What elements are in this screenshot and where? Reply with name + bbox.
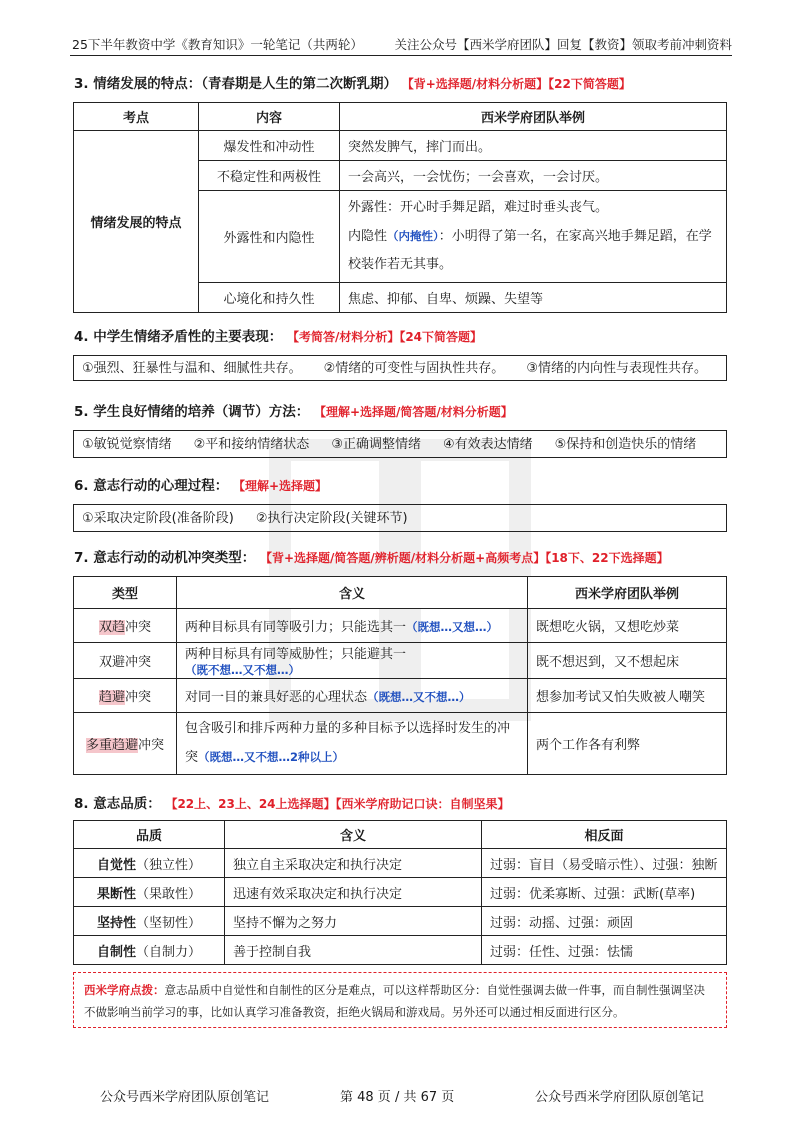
list-item: ②平和接纳情绪状态 [193, 437, 310, 452]
col-header: 西米学府团队举例 [528, 577, 727, 609]
type-highlight: 趋避 [98, 690, 125, 705]
section-4-heading: 4. 中学生情绪矛盾性的主要表现： [74, 329, 283, 345]
quality-cell [74, 936, 225, 965]
type-text: 冲突 [125, 690, 152, 705]
example-cell: 既不想迟到，又不想起床 [528, 643, 727, 679]
section-6-title [74, 474, 327, 494]
section-6-box [73, 504, 727, 532]
section-3-tag: 【背+选择题/材料分析题】【22下简答题】 [401, 77, 631, 91]
section-7-tag: 【背+选择题/简答题/辨析题/材料分析题+高频考点】【18下、22下选择题】 [259, 551, 669, 565]
col-header: 品质 [74, 821, 225, 849]
list-item: ①敏锐觉察情绪 [82, 437, 172, 452]
example-cell: 既想吃火锅，又想吃炒菜 [528, 609, 727, 643]
quality-name: 自制性 [96, 944, 136, 960]
list-item: ④有效表达情绪 [442, 437, 533, 452]
page-header [70, 33, 732, 56]
quality-cell [74, 849, 225, 878]
section-7-heading: 7. 意志行动的动机冲突类型： [74, 550, 256, 566]
col-header: 内容 [199, 103, 340, 131]
meaning-cell [177, 679, 528, 713]
col-header: 含义 [177, 577, 528, 609]
meaning-cell: 坚持不懈为之努力 [225, 907, 482, 936]
list-item: ②执行决定阶段(关键环节) [255, 511, 408, 526]
opposite-cell: 过弱：盲目（易受暗示性）、过强：独断 [482, 849, 727, 878]
example-text: ：小明得了第一名，在家高兴地手舞足蹈，在学校装作若无其事。 [348, 229, 712, 272]
content-cell: 心境化和持久性 [199, 283, 340, 313]
col-header: 考点 [74, 103, 199, 131]
opposite-cell: 过弱：动摇、过强：顽固 [482, 907, 727, 936]
quality-alt: （坚韧性） [136, 915, 202, 931]
topic-cell: 情绪发展的特点 [74, 131, 199, 313]
meaning-cell: 独立自主采取决定和执行决定 [225, 849, 482, 878]
meaning-tag: （既想…又不想…2种以上） [198, 750, 345, 764]
example-text: 内隐性 [348, 229, 388, 244]
section-8-heading: 8. 意志品质： [74, 796, 161, 812]
example-line: 外露性：开心时手舞足蹈，难过时垂头丧气。 [348, 200, 609, 215]
quality-name: 自觉性 [96, 857, 136, 873]
meaning-cell [177, 713, 528, 775]
list-item: ①强烈、狂暴性与温和、细腻性共存。 [82, 361, 302, 376]
quality-name: 果断性 [96, 886, 136, 902]
section-6-heading: 6. 意志行动的心理过程： [74, 478, 229, 494]
section-3-title [74, 72, 631, 92]
type-highlight: 双趋 [98, 620, 125, 635]
header-left: 25下半年教资中学《教育知识》一轮笔记（共两轮） [72, 37, 363, 52]
quality-cell [74, 907, 225, 936]
section-5-box [73, 430, 727, 458]
section-4-title [74, 325, 482, 345]
meaning-cell [177, 609, 528, 643]
content-cell: 爆发性和冲动性 [199, 131, 340, 161]
section-6-tag: 【理解+选择题】 [232, 479, 327, 493]
tip-note-text: 意志品质中自觉性和自制性的区分是难点，可以这样帮助区分：自觉性强调去做一件事，而自制性强调坚决不做影响当前学习的事，比如认真学习准备教资，拒绝火锅局和游戏局。另外还可以通过相反面进行区分。 [84, 983, 705, 1019]
list-item: ②情绪的可变性与固执性共存。 [323, 361, 505, 376]
example-cell: 焦虑、抑郁、自卑、烦躁、失望等 [340, 283, 727, 313]
section-5-title [74, 400, 513, 420]
content-cell: 外露性和内隐性 [199, 191, 340, 283]
list-item: ③情绪的内向性与表现性共存。 [526, 361, 707, 376]
header-right: 关注公众号【西米学府团队】回复【教资】领取考前冲刺资料 [394, 37, 732, 52]
section-3-heading: 3. 情绪发展的特点：（青春期是人生的第二次断乳期） [74, 76, 397, 92]
quality-name: 坚持性 [96, 915, 136, 931]
type-cell [74, 713, 177, 775]
meaning-tag: （既想…又想…） [406, 620, 499, 634]
example-cell [340, 191, 727, 283]
meaning-text: 对同一目的兼具好恶的心理状态 [185, 690, 368, 705]
will-quality-table [73, 820, 727, 965]
section-8-title [74, 792, 510, 812]
list-item: ⑤保持和创造快乐的情绪 [554, 437, 697, 452]
quality-alt: （自制力） [136, 944, 202, 960]
meaning-text: 包含吸引和排斥两种力量的多种目标予以选择时发生的冲突 [185, 721, 511, 765]
quality-cell [74, 878, 225, 907]
example-cell: 一会高兴，一会忧伤；一会喜欢，一会讨厌。 [340, 161, 727, 191]
opposite-cell: 过弱：任性、过强：怯懦 [482, 936, 727, 965]
tip-note-label: 西米学府点拨： [84, 983, 165, 997]
quality-alt: （果敢性） [136, 886, 202, 902]
type-highlight: 多重趋避 [85, 738, 138, 753]
meaning-cell: 迅速有效采取决定和执行决定 [225, 878, 482, 907]
section-7-title [74, 546, 669, 566]
type-cell [74, 609, 177, 643]
type-text: 冲突 [125, 620, 152, 635]
col-header: 含义 [225, 821, 482, 849]
meaning-cell [177, 643, 528, 679]
list-item: ①采取决定阶段(准备阶段) [82, 511, 234, 526]
footer-left: 公众号西米学府团队原创笔记 [100, 1090, 270, 1105]
section-5-tag: 【理解+选择题/简答题/材料分析题】 [313, 405, 513, 419]
example-cell: 突然发脾气，摔门而出。 [340, 131, 727, 161]
section-5-heading: 5. 学生良好情绪的培养（调节）方法： [74, 404, 310, 420]
emotion-features-table [73, 102, 727, 313]
example-cell: 两个工作各有利弊 [528, 713, 727, 775]
example-cell: 想参加考试又怕失败被人嘲笑 [528, 679, 727, 713]
type-text: 冲突 [138, 738, 165, 753]
example-tag: （内掩性） [387, 229, 439, 243]
footer-right: 公众号西米学府团队原创笔记 [535, 1090, 705, 1105]
meaning-text: 两种目标具有同等威胁性；只能避其一 [185, 647, 407, 662]
meaning-text: 两种目标具有同等吸引力；只能选其一 [185, 620, 407, 635]
tip-note-box [73, 972, 727, 1028]
example-line [348, 222, 718, 279]
type-cell [74, 643, 177, 679]
col-header: 相反面 [482, 821, 727, 849]
opposite-cell: 过弱：优柔寡断、过强：武断(草率) [482, 878, 727, 907]
type-cell [74, 679, 177, 713]
quality-alt: （独立性） [136, 857, 202, 873]
col-header: 西米学府团队举例 [340, 103, 727, 131]
list-item: ③正确调整情绪 [331, 437, 421, 452]
meaning-tag: （既不想…又不想…） [185, 663, 300, 677]
col-header: 类型 [74, 577, 177, 609]
section-4-box [73, 355, 727, 381]
motive-conflict-table [73, 576, 727, 775]
content-cell: 不稳定性和两极性 [199, 161, 340, 191]
type-text: 双避冲突 [98, 655, 151, 670]
meaning-tag: （既想…又不想…） [367, 690, 471, 704]
section-8-tag: 【22上、23上、24上选择题】【西米学府助记口诀：自制坚果】 [165, 797, 510, 811]
section-4-tag: 【考简答/材料分析】【24下简答题】 [286, 330, 483, 344]
meaning-cell: 善于控制自我 [225, 936, 482, 965]
page-number: 第 48 页 / 共 67 页 [340, 1090, 455, 1105]
